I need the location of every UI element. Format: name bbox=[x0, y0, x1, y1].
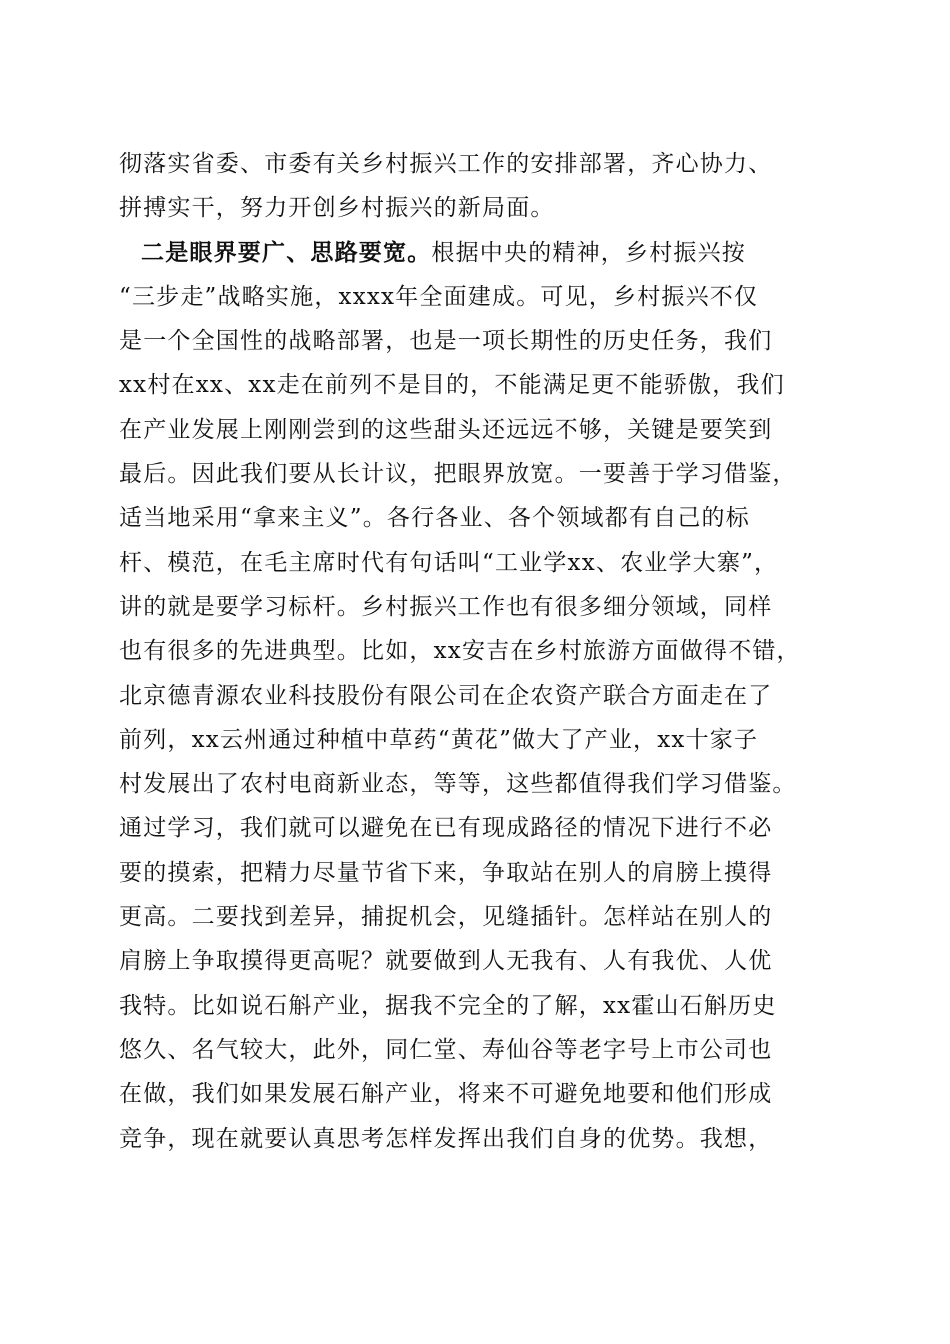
text-line: 前列，xx云州通过种植中草药“黄花”做大了产业，xx十家子 bbox=[119, 726, 759, 753]
text-line: 肩膀上争取摸得更高呢？就要做到人无我有、人有我优、人优 bbox=[119, 948, 773, 975]
text-line: 悠久、名气较大，此外，同仁堂、寿仙谷等老字号上市公司也 bbox=[119, 1036, 773, 1063]
text-line: 拼搏实干，努力开创乡村振兴的新局面。 bbox=[119, 195, 555, 222]
text-line: 通过学习，我们就可以避免在已有现成路径的情况下进行不必 bbox=[119, 815, 773, 842]
text-line: 要的摸索，把精力尽量节省下来，争取站在别人的肩膀上摸得 bbox=[119, 859, 773, 886]
document-body bbox=[119, 142, 839, 1161]
text-line: 适当地采用“拿来主义”。各行各业、各个领域都有自己的标 bbox=[119, 505, 750, 532]
text-line: 讲的就是要学习标杆。乡村振兴工作也有很多细分领域，同样 bbox=[119, 593, 773, 620]
text-line: 是一个全国性的战略部署，也是一项长期性的历史任务，我们 bbox=[119, 328, 773, 355]
text-line: xx村在xx、xx走在前列不是目的，不能满足更不能骄傲，我们 bbox=[119, 372, 785, 399]
text-line: 在做，我们如果发展石斛产业，将来不可避免地要和他们形成 bbox=[119, 1081, 773, 1108]
text-line: 杆、模范，在毛主席时代有句话叫“工业学xx、农业学大寨”， bbox=[119, 549, 779, 576]
text-line: 竞争，现在就要认真思考怎样发挥出我们自身的优势。我想， bbox=[119, 1125, 773, 1152]
text-line: 更高。二要找到差异，捕捉机会，见缝插针。怎样站在别人的 bbox=[119, 904, 773, 931]
text-line: 也有很多的先进典型。比如，xx安吉在乡村旅游方面做得不错， bbox=[119, 638, 801, 665]
text-line: 在产业发展上刚刚尝到的这些甜头还远远不够，关键是要笑到 bbox=[119, 416, 773, 443]
paragraph-first-line bbox=[119, 231, 839, 275]
text-line: 最后。因此我们要从长计议，把眼界放宽。一要善于学习借鉴， bbox=[119, 461, 797, 488]
section-heading: 二是眼界要广、思路要宽。 bbox=[141, 238, 432, 266]
text-line: 北京德青源农业科技股份有限公司在企农资产联合方面走在了 bbox=[119, 682, 773, 709]
text-line: “三步走”战略实施，xxxx年全面建成。可见，乡村振兴不仅 bbox=[119, 283, 759, 310]
text-line: 彻落实省委、市委有关乡村振兴工作的安排部署，齐心协力、 bbox=[119, 151, 773, 177]
text-line: 我特。比如说石斛产业，据我不完全的了解，xx霍山石斛历史 bbox=[119, 992, 777, 1019]
text-line: 村发展出了农村电商新业态，等等，这些都值得我们学习借鉴。 bbox=[119, 771, 797, 798]
text-line: 根据中央的精神，乡村振兴按 bbox=[431, 239, 747, 266]
